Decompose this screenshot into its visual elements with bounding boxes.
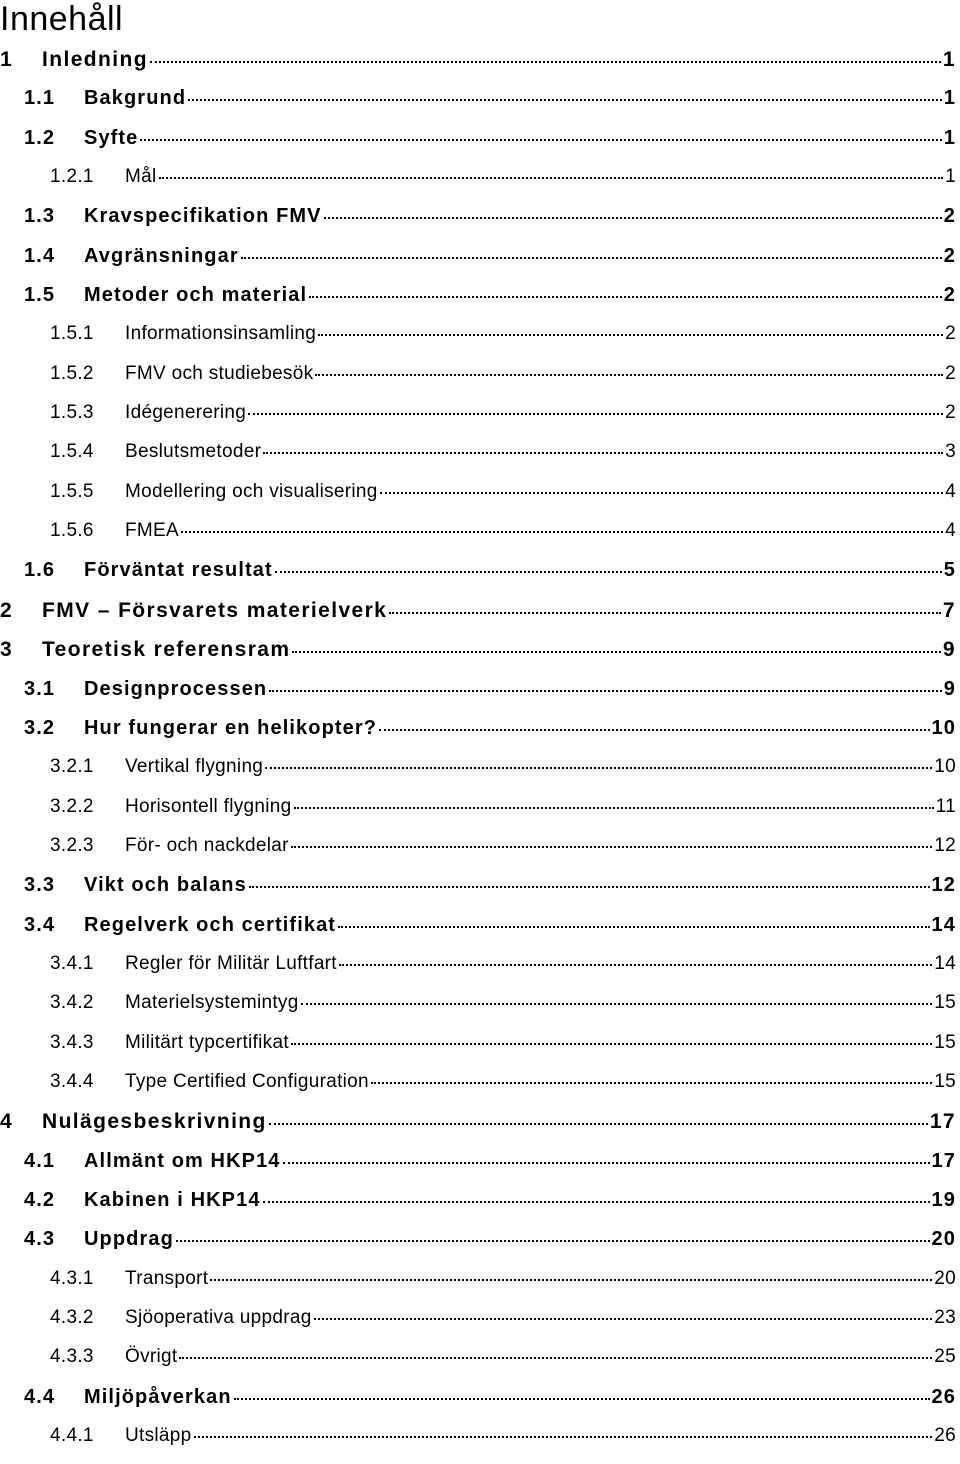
dot-leader bbox=[210, 1279, 932, 1281]
toc-entry[interactable] bbox=[0, 48, 956, 87]
dot-leader bbox=[339, 964, 932, 966]
dot-leader bbox=[150, 61, 941, 63]
toc-entry-label: FMV och studiebesök bbox=[125, 362, 314, 384]
dot-leader bbox=[389, 612, 941, 614]
toc-entry-number: 4.3 bbox=[24, 1228, 56, 1251]
dot-leader bbox=[380, 492, 943, 494]
dot-leader bbox=[263, 452, 943, 454]
toc-entry[interactable] bbox=[0, 678, 956, 717]
dot-leader bbox=[263, 1201, 930, 1203]
toc-entry-number: 3.4 bbox=[24, 913, 56, 936]
toc-entry-label: Materielsystemintyg bbox=[125, 992, 299, 1014]
dot-leader bbox=[292, 651, 940, 653]
toc-entry-number: 3.4.1 bbox=[50, 952, 94, 974]
toc-entry-page-number: 10 bbox=[931, 716, 956, 739]
toc-entry-number: 1.3 bbox=[24, 205, 56, 228]
toc-entry-label: Avgränsningar bbox=[84, 244, 239, 267]
toc-entry-label: Vikt och balans bbox=[84, 874, 247, 897]
toc-entry-label: FMV – Försvarets materielverk bbox=[42, 598, 388, 622]
toc-entry-number: 4.3.3 bbox=[50, 1346, 94, 1368]
toc-entry-page-number: 9 bbox=[943, 677, 956, 700]
toc-entry[interactable] bbox=[0, 520, 956, 559]
dot-leader bbox=[179, 1357, 932, 1359]
toc-entry-page-number: 4 bbox=[945, 520, 956, 542]
dot-leader bbox=[379, 729, 929, 731]
dot-leader bbox=[314, 1318, 933, 1320]
toc-entry-page-number: 23 bbox=[934, 1307, 956, 1328]
toc-entry-number: 3.2.1 bbox=[50, 756, 94, 778]
toc-entry-page-number: 10 bbox=[934, 756, 956, 778]
toc-entry-page-number: 26 bbox=[934, 1425, 956, 1447]
toc-entry[interactable] bbox=[0, 559, 956, 598]
toc-entry-number: 1.5.6 bbox=[50, 520, 94, 542]
toc-entry-page-number: 15 bbox=[934, 992, 956, 1014]
toc-entry[interactable] bbox=[0, 756, 956, 795]
toc-entry-label: Horisontell flygning bbox=[125, 795, 292, 817]
page-title: Innehåll bbox=[0, 0, 124, 38]
toc-entry[interactable] bbox=[0, 638, 956, 677]
toc-entry-page-number: 14 bbox=[934, 952, 956, 974]
dot-leader bbox=[241, 257, 942, 259]
toc-entry-number: 1 bbox=[0, 48, 14, 71]
toc-entry-number: 1.5.3 bbox=[50, 402, 94, 424]
dot-leader bbox=[265, 767, 932, 769]
toc-entry-page-number: 2 bbox=[945, 402, 956, 424]
toc-entry-label: Transport bbox=[125, 1267, 209, 1289]
toc-entry-number: 1.5.4 bbox=[50, 441, 94, 463]
toc-entry-label: För- och nackdelar bbox=[125, 834, 289, 856]
toc-entry-page-number: 2 bbox=[945, 362, 956, 384]
toc-entry-page-number: 17 bbox=[931, 1149, 956, 1172]
dot-leader bbox=[301, 1003, 933, 1005]
toc-entry-page-number: 19 bbox=[931, 1188, 956, 1211]
toc-entry-label: Inledning bbox=[42, 48, 148, 71]
toc-entry[interactable] bbox=[0, 1307, 956, 1346]
toc-entry-label: Sjöoperativa uppdrag bbox=[125, 1307, 312, 1328]
toc-entry-number: 3.2.3 bbox=[50, 834, 94, 856]
toc-entry-number: 3.3 bbox=[24, 874, 56, 897]
toc-entry[interactable] bbox=[0, 1386, 956, 1425]
toc-entry-label: Type Certified Configuration bbox=[125, 1070, 369, 1092]
toc-entry[interactable] bbox=[0, 127, 956, 166]
toc-entry-page-number: 2 bbox=[943, 205, 956, 228]
table-of-contents bbox=[0, 48, 956, 1464]
toc-entry-page-number: 12 bbox=[931, 874, 956, 897]
toc-entry-number: 3.2.2 bbox=[50, 795, 94, 817]
toc-entry-page-number: 25 bbox=[934, 1346, 956, 1368]
toc-entry[interactable] bbox=[0, 1346, 956, 1385]
toc-entry-label: Miljöpåverkan bbox=[84, 1385, 232, 1408]
toc-entry[interactable] bbox=[0, 166, 956, 205]
toc-entry-number: 3.2 bbox=[24, 716, 56, 739]
dot-leader bbox=[318, 334, 943, 336]
toc-entry[interactable] bbox=[0, 717, 956, 756]
toc-entry[interactable] bbox=[0, 1071, 956, 1110]
toc-entry[interactable] bbox=[0, 1150, 956, 1189]
toc-entry-label: Designprocessen bbox=[84, 677, 268, 700]
toc-entry[interactable] bbox=[0, 992, 956, 1031]
toc-entry-number: 2 bbox=[0, 598, 14, 622]
dot-leader bbox=[294, 807, 934, 809]
toc-entry[interactable] bbox=[0, 835, 956, 874]
toc-entry-number: 4.3.2 bbox=[50, 1307, 94, 1328]
toc-entry[interactable] bbox=[0, 1032, 956, 1071]
toc-entry-label: Mål bbox=[125, 166, 157, 188]
dot-leader bbox=[291, 1043, 932, 1045]
toc-entry[interactable] bbox=[0, 796, 956, 835]
toc-entry[interactable] bbox=[0, 914, 956, 953]
toc-entry[interactable] bbox=[0, 481, 956, 520]
toc-entry[interactable] bbox=[0, 205, 956, 244]
toc-entry-number: 1.4 bbox=[24, 244, 56, 267]
toc-entry-page-number: 11 bbox=[935, 795, 956, 817]
dot-leader bbox=[315, 374, 943, 376]
dot-leader bbox=[249, 886, 930, 888]
toc-entry-page-number: 1 bbox=[943, 87, 956, 110]
toc-entry-number: 3.4.4 bbox=[50, 1070, 94, 1092]
dot-leader bbox=[176, 1240, 930, 1242]
toc-entry[interactable] bbox=[0, 1268, 956, 1307]
dot-leader bbox=[371, 1082, 932, 1084]
toc-entry-label: Allmänt om HKP14 bbox=[84, 1149, 281, 1172]
toc-entry[interactable] bbox=[0, 323, 956, 362]
toc-entry-number: 4.2 bbox=[24, 1188, 56, 1211]
dot-leader bbox=[338, 926, 929, 928]
toc-entry-label: FMEA bbox=[125, 520, 179, 542]
toc-entry-number: 3 bbox=[0, 638, 14, 662]
toc-entry-page-number: 20 bbox=[934, 1267, 956, 1289]
toc-entry-page-number: 12 bbox=[934, 834, 956, 856]
toc-entry-page-number: 14 bbox=[931, 913, 956, 936]
toc-entry[interactable] bbox=[0, 363, 956, 402]
toc-entry-label: Metoder och material bbox=[84, 284, 308, 307]
toc-entry-label: Bakgrund bbox=[84, 87, 187, 110]
toc-entry-page-number: 4 bbox=[945, 480, 956, 502]
toc-entry-label: Modellering och visualisering bbox=[125, 480, 378, 502]
dot-leader bbox=[269, 1123, 928, 1125]
toc-entry-label: Övrigt bbox=[125, 1346, 178, 1368]
toc-entry-label: Hur fungerar en helikopter? bbox=[84, 716, 378, 739]
toc-entry-page-number: 5 bbox=[943, 559, 956, 582]
toc-entry-page-number: 7 bbox=[942, 598, 956, 622]
toc-entry[interactable] bbox=[0, 87, 956, 126]
toc-entry-label: Kabinen i HKP14 bbox=[84, 1188, 261, 1211]
toc-entry-page-number: 1 bbox=[945, 166, 956, 188]
dot-leader bbox=[283, 1162, 930, 1164]
toc-entry[interactable] bbox=[0, 441, 956, 480]
toc-entry-label: Regler för Militär Luftfart bbox=[125, 952, 337, 974]
toc-entry-label: Utsläpp bbox=[125, 1425, 192, 1447]
toc-entry-label: Beslutsmetoder bbox=[125, 441, 262, 463]
toc-entry[interactable] bbox=[0, 1228, 956, 1267]
toc-entry-label: Idégenerering bbox=[125, 402, 247, 424]
toc-entry[interactable] bbox=[0, 1189, 956, 1228]
toc-entry-page-number: 15 bbox=[934, 1070, 956, 1092]
dot-leader bbox=[188, 99, 942, 101]
toc-entry-label: Förväntat resultat bbox=[84, 559, 273, 582]
toc-entry-page-number: 1 bbox=[942, 48, 956, 71]
toc-entry-number: 1.5.1 bbox=[50, 323, 94, 345]
toc-entry-page-number: 1 bbox=[943, 126, 956, 149]
toc-entry-number: 4.4.1 bbox=[50, 1425, 94, 1447]
toc-entry-number: 1.5 bbox=[24, 284, 56, 307]
toc-entry-number: 4.4 bbox=[24, 1385, 56, 1408]
toc-entry-label: Nulägesbeskrivning bbox=[42, 1110, 267, 1134]
toc-entry-number: 4.3.1 bbox=[50, 1267, 94, 1289]
toc-entry-page-number: 17 bbox=[929, 1110, 956, 1134]
toc-entry[interactable] bbox=[0, 402, 956, 441]
toc-entry[interactable] bbox=[0, 284, 956, 323]
toc-entry-number: 4 bbox=[0, 1110, 14, 1134]
toc-entry-number: 1.2.1 bbox=[50, 166, 94, 188]
toc-entry-page-number: 15 bbox=[934, 1031, 956, 1053]
dot-leader bbox=[159, 177, 944, 179]
toc-entry-page-number: 2 bbox=[945, 323, 956, 345]
toc-entry[interactable] bbox=[0, 1110, 956, 1149]
toc-entry-page-number: 3 bbox=[945, 441, 956, 463]
toc-entry-number: 1.5.2 bbox=[50, 362, 94, 384]
dot-leader bbox=[181, 531, 943, 533]
dot-leader bbox=[269, 690, 942, 692]
toc-entry[interactable] bbox=[0, 953, 956, 992]
toc-entry-page-number: 9 bbox=[942, 638, 956, 662]
toc-entry[interactable] bbox=[0, 874, 956, 913]
toc-entry-number: 3.4.3 bbox=[50, 1031, 94, 1053]
toc-entry-label: Teoretisk referensram bbox=[42, 638, 291, 662]
toc-entry-page-number: 2 bbox=[943, 284, 956, 307]
toc-entry[interactable] bbox=[0, 1425, 956, 1464]
toc-entry-number: 1.1 bbox=[24, 87, 56, 110]
toc-entry[interactable] bbox=[0, 245, 956, 284]
dot-leader bbox=[194, 1436, 933, 1438]
dot-leader bbox=[324, 217, 942, 219]
toc-entry-label: Vertikal flygning bbox=[125, 756, 264, 778]
toc-entry-page-number: 2 bbox=[943, 244, 956, 267]
toc-entry-label: Syfte bbox=[84, 126, 139, 149]
toc-entry-number: 3.1 bbox=[24, 677, 56, 700]
dot-leader bbox=[234, 1398, 930, 1400]
dot-leader bbox=[275, 571, 942, 573]
toc-entry-number: 1.6 bbox=[24, 559, 56, 582]
toc-entry-page-number: 20 bbox=[931, 1228, 956, 1251]
toc-entry-number: 4.1 bbox=[24, 1149, 56, 1172]
toc-entry-label: Informationsinsamling bbox=[125, 323, 317, 345]
toc-entry-label: Militärt typcertifikat bbox=[125, 1031, 289, 1053]
toc-entry-number: 3.4.2 bbox=[50, 992, 94, 1014]
dot-leader bbox=[248, 413, 943, 415]
dot-leader bbox=[309, 296, 942, 298]
toc-entry-label: Uppdrag bbox=[84, 1228, 174, 1251]
toc-entry-number: 1.5.5 bbox=[50, 480, 94, 502]
toc-entry-label: Regelverk och certifikat bbox=[84, 913, 337, 936]
toc-entry-page-number: 26 bbox=[931, 1385, 956, 1408]
dot-leader bbox=[291, 846, 932, 848]
toc-entry-label: Kravspecifikation FMV bbox=[84, 205, 322, 228]
dot-leader bbox=[140, 139, 941, 141]
toc-entry-number: 1.2 bbox=[24, 126, 56, 149]
toc-entry[interactable] bbox=[0, 599, 956, 638]
